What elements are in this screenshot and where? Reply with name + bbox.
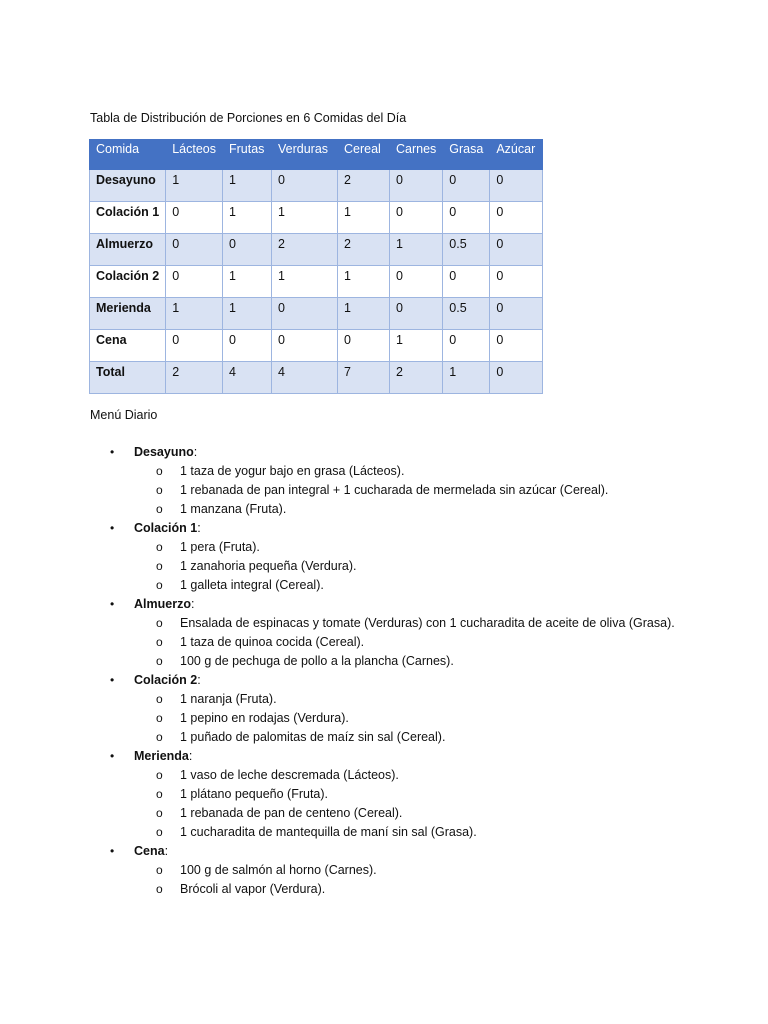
header-verduras: Verduras [272,140,338,170]
table-cell: 0 [490,362,543,394]
list-item [0,500,768,519]
meal-heading [0,671,768,690]
food-item-text: Ensalada de espinacas y tomate (Verduras) con 1 cucharadita de aceite de oliva (Grasa). [180,616,675,630]
table-cell: 0.5 [443,298,490,330]
table-cell: 1 [390,234,443,266]
meal-items-list [0,690,768,747]
row-label: Colación 2 [90,266,166,298]
table-cell: 0 [390,202,443,234]
table-cell: 0 [390,266,443,298]
food-item-text: 1 galleta integral (Cereal). [180,578,324,592]
table-cell: 0.5 [443,234,490,266]
meal-name-label: Desayuno [134,445,194,459]
food-item-text: 100 g de salmón al horno (Carnes). [180,863,377,877]
table-row [90,202,543,234]
circle-bullet-icon: o [156,787,163,801]
row-label: Cena [90,330,166,362]
meal-items-list [0,538,768,595]
food-item-text: 1 pepino en rodajas (Verdura). [180,711,349,725]
food-item-text: 1 taza de yogur bajo en grasa (Lácteos). [180,464,405,478]
meal-name-label: Almuerzo [134,597,191,611]
meal-heading [0,842,768,861]
table-cell: 0 [390,298,443,330]
header-comida: Comida [90,140,166,170]
food-item-text: 1 zanahoria pequeña (Verdura). [180,559,357,573]
food-item-text: 1 cucharadita de mantequilla de maní sin sal (Grasa). [180,825,477,839]
row-label: Desayuno [90,170,166,202]
table-cell: 0 [166,330,223,362]
circle-bullet-icon: o [156,502,163,516]
circle-bullet-icon: o [156,711,163,725]
table-cell: 1 [223,170,272,202]
circle-bullet-icon: o [156,540,163,554]
table-cell: 2 [390,362,443,394]
food-item-text: 1 puñado de palomitas de maíz sin sal (Cereal). [180,730,446,744]
meal-heading [0,443,768,462]
table-cell: 1 [390,330,443,362]
table-cell: 4 [223,362,272,394]
table-cell: 2 [338,234,390,266]
table-cell: 0 [223,330,272,362]
table-cell: 0 [166,234,223,266]
circle-bullet-icon: o [156,825,163,839]
row-label: Almuerzo [90,234,166,266]
table-cell: 1 [223,298,272,330]
table-cell: 0 [390,170,443,202]
table-header-row [90,140,543,170]
list-item [0,481,768,500]
food-item-text: 100 g de pechuga de pollo a la plancha (Carnes). [180,654,454,668]
list-item [0,880,768,899]
table-row [90,330,543,362]
list-item [0,614,768,633]
table-cell: 0 [490,298,543,330]
list-item [0,709,768,728]
table-cell: 0 [490,234,543,266]
food-item-text: 1 rebanada de pan integral + 1 cucharada de mermelada sin azúcar (Cereal). [180,483,609,497]
list-item [0,538,768,557]
circle-bullet-icon: o [156,464,163,478]
header-carnes: Carnes [390,140,443,170]
bullet-icon: • [110,673,115,687]
meal-item [0,443,768,519]
circle-bullet-icon: o [156,863,163,877]
table-cell: 0 [443,170,490,202]
meal-items-list [0,614,768,671]
meal-name-label: Cena [134,844,165,858]
list-item [0,633,768,652]
meal-item [0,747,768,842]
meal-items-list [0,861,768,899]
circle-bullet-icon: o [156,578,163,592]
meal-name: Colación 2: [134,673,201,687]
food-item-text: 1 taza de quinoa cocida (Cereal). [180,635,365,649]
bullet-icon: • [110,749,115,763]
table-row [90,234,543,266]
meal-name: Desayuno: [134,445,198,459]
header-frutas: Frutas [223,140,272,170]
bullet-icon: • [110,445,115,459]
food-item-text: 1 naranja (Fruta). [180,692,277,706]
meal-name: Colación 1: [134,521,201,535]
circle-bullet-icon: o [156,654,163,668]
list-item [0,785,768,804]
food-item-text: 1 vaso de leche descremada (Lácteos). [180,768,399,782]
circle-bullet-icon: o [156,692,163,706]
meal-heading [0,595,768,614]
portions-table [89,139,543,394]
meal-name-label: Colación 1 [134,521,198,535]
food-item-text: 1 plátano pequeño (Fruta). [180,787,329,801]
table-cell: 1 [166,170,223,202]
table-cell: 2 [166,362,223,394]
circle-bullet-icon: o [156,635,163,649]
header-lacteos: Lácteos [166,140,223,170]
table-cell: 0 [490,266,543,298]
bullet-icon: • [110,844,115,858]
table-cell: 2 [338,170,390,202]
table-row [90,362,543,394]
meal-name: Almuerzo: [134,597,195,611]
table-cell: 1 [338,298,390,330]
meal-item [0,671,768,747]
circle-bullet-icon: o [156,806,163,820]
circle-bullet-icon: o [156,768,163,782]
table-cell: 0 [272,330,338,362]
food-item-text: Brócoli al vapor (Verdura). [180,882,326,896]
meal-item [0,842,768,899]
table-title: Tabla de Distribución de Porciones en 6 Comidas del Día [90,111,407,125]
list-item [0,576,768,595]
food-item-text: 1 rebanada de pan de centeno (Cereal). [180,806,403,820]
table-cell: 0 [166,266,223,298]
table-cell: 0 [490,330,543,362]
meal-name: Merienda: [134,749,193,763]
table-row [90,170,543,202]
circle-bullet-icon: o [156,616,163,630]
header-grasa: Grasa [443,140,490,170]
food-item-text: 1 pera (Fruta). [180,540,260,554]
table-cell: 4 [272,362,338,394]
meal-items-list [0,766,768,842]
meal-item [0,519,768,595]
list-item [0,728,768,747]
list-item [0,823,768,842]
menu-title: Menú Diario [90,408,158,422]
table-cell: 1 [272,202,338,234]
header-azucar: Azúcar [490,140,543,170]
row-label: Merienda [90,298,166,330]
table-row [90,266,543,298]
table-cell: 1 [223,202,272,234]
meal-name-label: Colación 2 [134,673,198,687]
table-row [90,298,543,330]
table-cell: 0 [223,234,272,266]
row-label: Total [90,362,166,394]
table-cell: 1 [223,266,272,298]
list-item [0,690,768,709]
table-cell: 0 [272,170,338,202]
row-label: Colación 1 [90,202,166,234]
table-cell: 2 [272,234,338,266]
list-item [0,652,768,671]
table-cell: 0 [490,202,543,234]
meal-name: Cena: [134,844,169,858]
table-cell: 1 [443,362,490,394]
list-item [0,861,768,880]
list-item [0,557,768,576]
table-cell: 0 [443,202,490,234]
table-cell: 1 [338,266,390,298]
meal-items-list [0,462,768,519]
food-item-text: 1 manzana (Fruta). [180,502,287,516]
table-cell: 0 [490,170,543,202]
list-item [0,766,768,785]
table-cell: 7 [338,362,390,394]
header-cereal: Cereal [338,140,390,170]
circle-bullet-icon: o [156,882,163,896]
meal-name-label: Merienda [134,749,189,763]
table-cell: 0 [443,330,490,362]
table-cell: 0 [443,266,490,298]
table-cell: 0 [166,202,223,234]
circle-bullet-icon: o [156,483,163,497]
table-cell: 1 [338,202,390,234]
table-cell: 0 [338,330,390,362]
meals-list [0,443,768,899]
table-cell: 1 [272,266,338,298]
bullet-icon: • [110,597,115,611]
meal-heading [0,519,768,538]
table-cell: 1 [166,298,223,330]
meal-item [0,595,768,671]
circle-bullet-icon: o [156,730,163,744]
bullet-icon: • [110,521,115,535]
table-cell: 0 [272,298,338,330]
list-item [0,804,768,823]
circle-bullet-icon: o [156,559,163,573]
list-item [0,462,768,481]
meal-heading [0,747,768,766]
